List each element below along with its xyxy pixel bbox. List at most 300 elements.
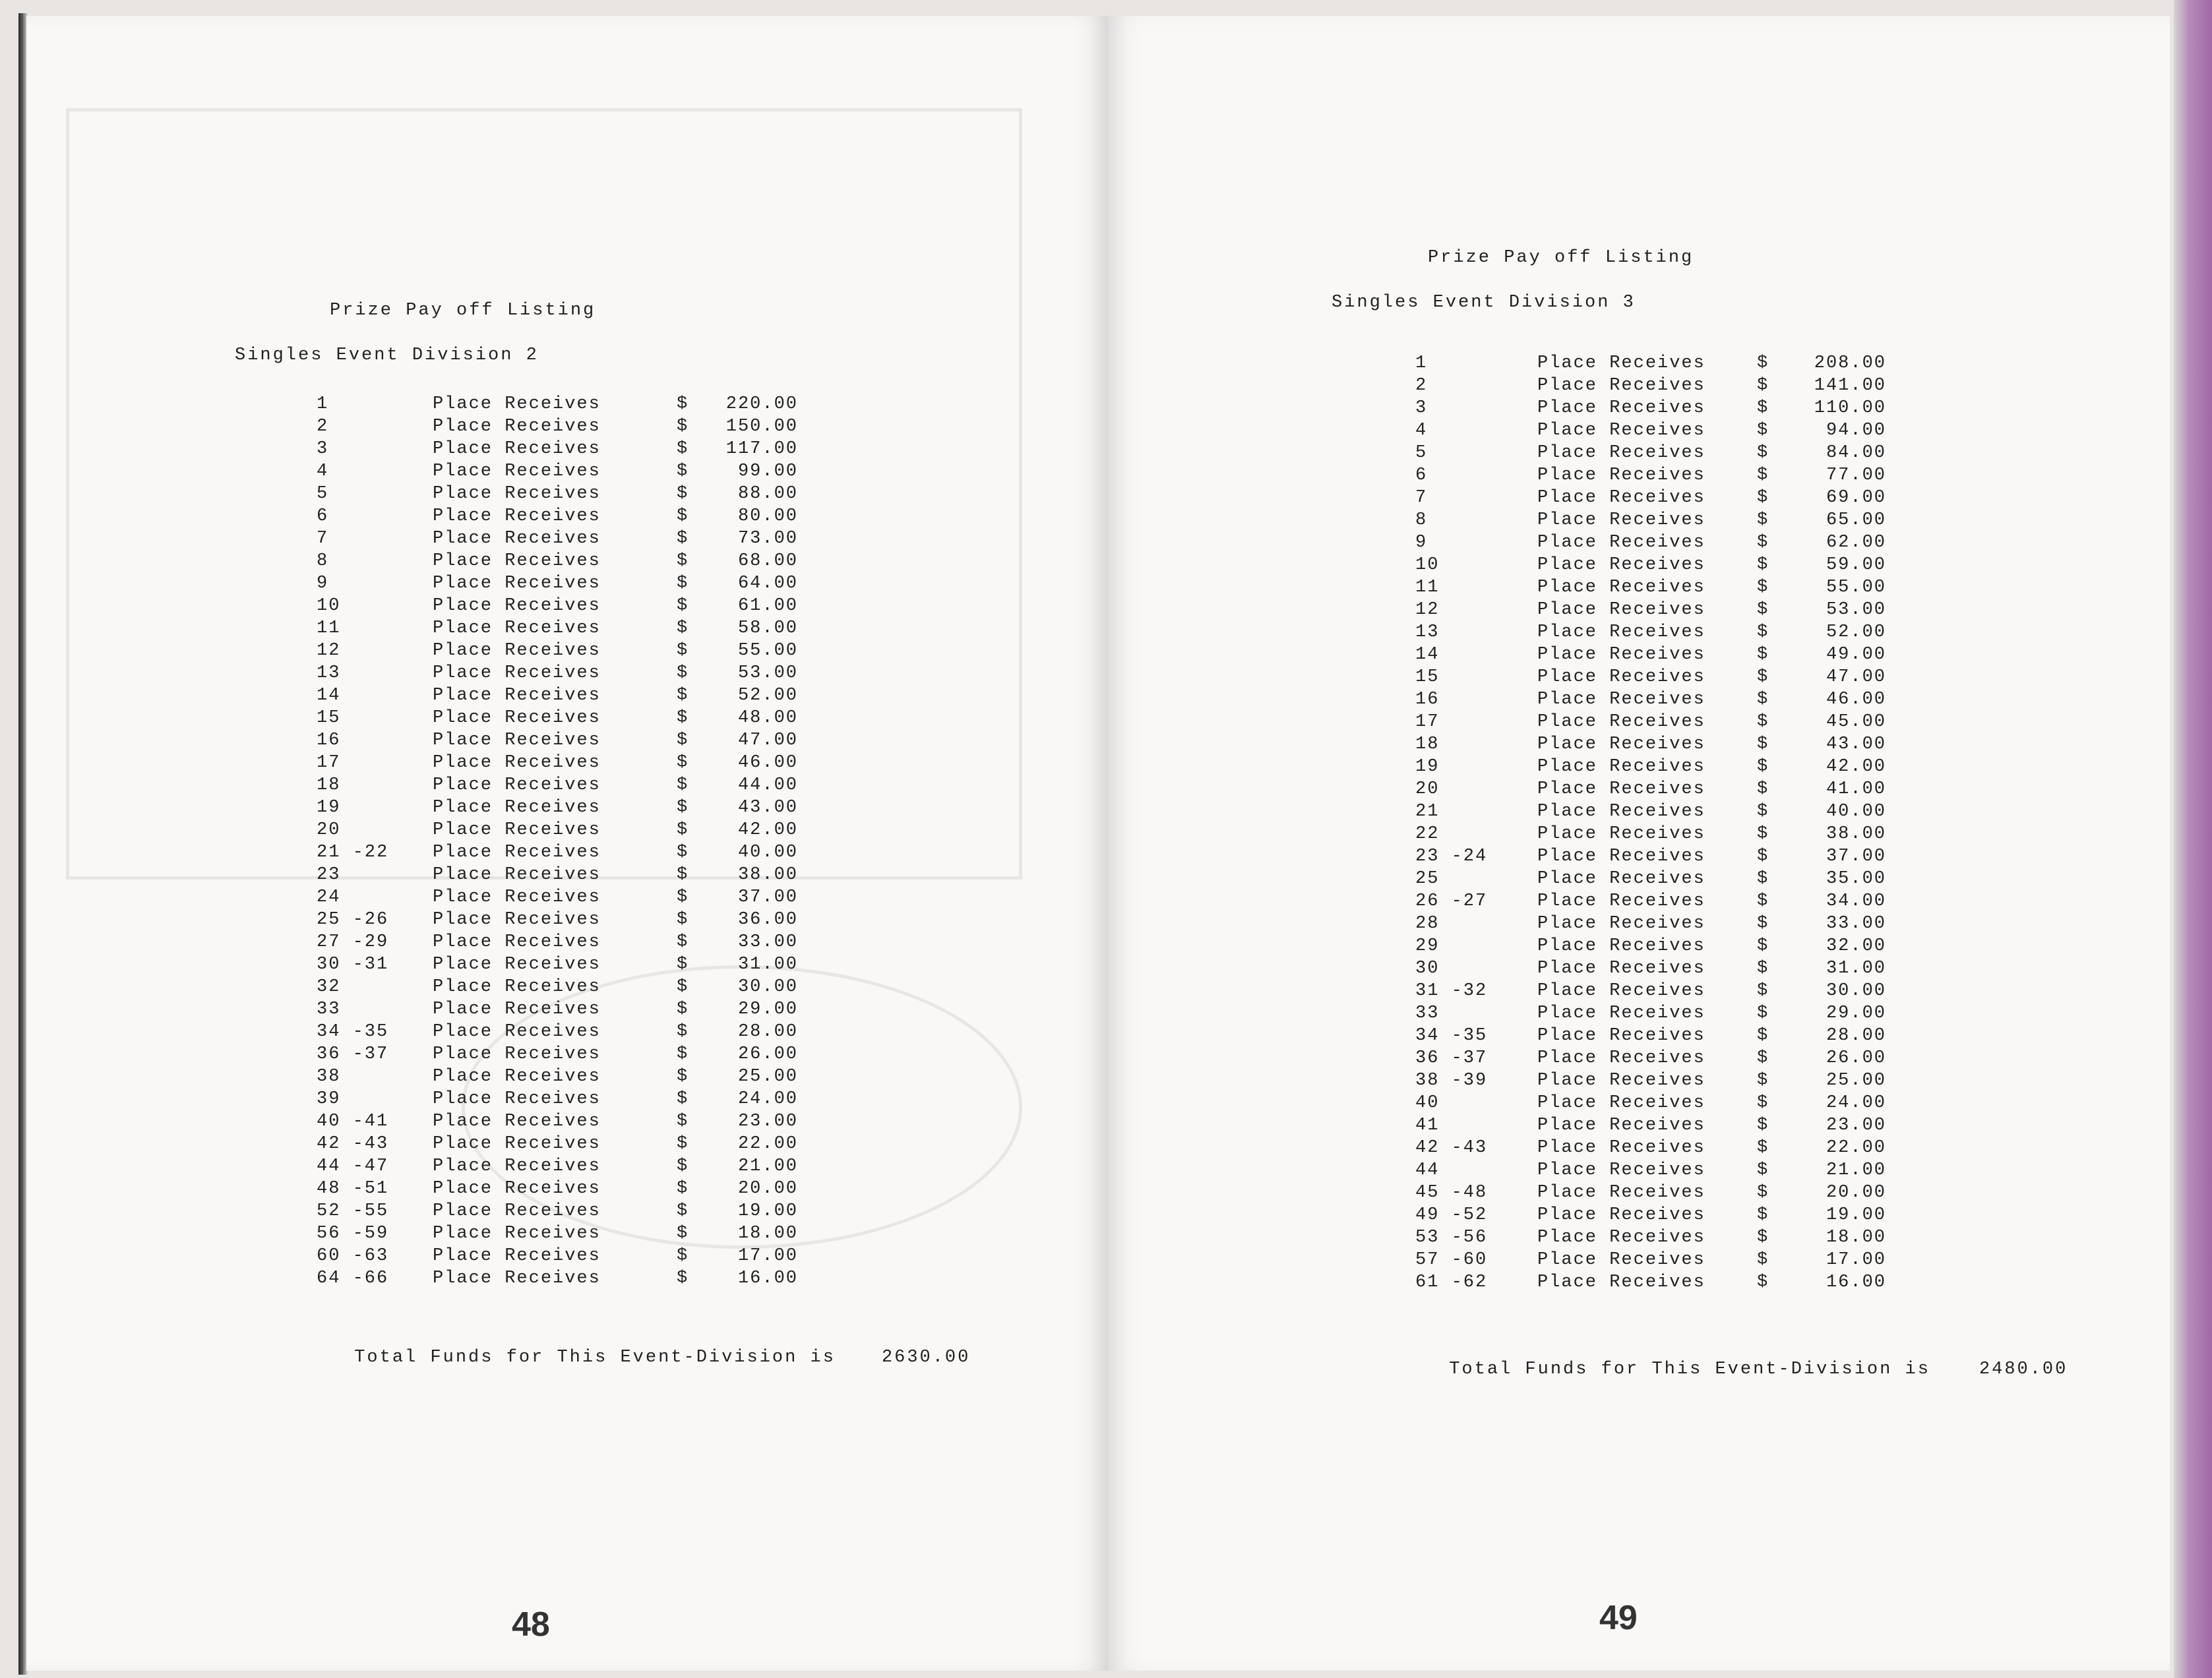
place-number: 32 — [317, 977, 341, 997]
place-receives-label: Place Receives — [433, 1156, 601, 1176]
place-number: 18 — [1415, 734, 1440, 754]
place-receives-label: Place Receives — [1537, 533, 1705, 553]
prize-row — [317, 550, 818, 572]
place-number: 16 — [1415, 690, 1440, 709]
prize-amount: 68.00 — [737, 551, 798, 571]
place-receives-label: Place Receives — [433, 910, 601, 930]
prize-amount: 53.00 — [1826, 600, 1886, 620]
left-page-number: 48 — [512, 1605, 550, 1644]
right-total-label: Total Funds for This Event-Division is — [1449, 1360, 1930, 1379]
place-number: 45 -48 — [1415, 1183, 1488, 1203]
currency-symbol: $ — [1757, 712, 1769, 732]
currency-symbol: $ — [1757, 1138, 1769, 1158]
place-number: 36 -37 — [1415, 1048, 1488, 1068]
place-receives-label: Place Receives — [433, 506, 601, 526]
place-number: 17 — [317, 753, 341, 773]
place-receives-label: Place Receives — [1537, 779, 1705, 799]
place-number: 7 — [1415, 488, 1428, 508]
prize-amount: 16.00 — [1826, 1273, 1886, 1292]
place-number: 6 — [1415, 465, 1428, 485]
prize-row — [317, 1267, 818, 1290]
prize-row — [1415, 509, 1917, 531]
place-receives-label: Place Receives — [433, 1201, 601, 1221]
place-receives-label: Place Receives — [433, 641, 601, 661]
place-receives-label: Place Receives — [1537, 690, 1705, 709]
place-number: 40 — [1415, 1093, 1440, 1113]
place-receives-label: Place Receives — [1537, 465, 1705, 485]
currency-symbol: $ — [677, 820, 689, 840]
place-receives-label: Place Receives — [1537, 443, 1705, 463]
currency-symbol: $ — [1757, 421, 1769, 440]
place-receives-label: Place Receives — [433, 596, 601, 616]
prize-amount: 29.00 — [1826, 1004, 1886, 1023]
prize-row — [1415, 487, 1917, 509]
prize-row — [1415, 442, 1917, 464]
prize-amount: 19.00 — [1826, 1205, 1886, 1225]
prize-row — [317, 976, 818, 998]
currency-symbol: $ — [677, 506, 689, 526]
prize-row — [1415, 688, 1917, 711]
place-number: 5 — [317, 484, 329, 504]
prize-row — [1415, 711, 1917, 733]
prize-row — [1415, 935, 1917, 957]
prize-row — [317, 1043, 818, 1065]
right-page-title: Prize Pay off Listing — [1428, 248, 1694, 268]
place-receives-label: Place Receives — [1537, 734, 1705, 754]
currency-symbol: $ — [1757, 981, 1769, 1001]
place-receives-label: Place Receives — [433, 439, 601, 459]
prize-row — [317, 1065, 818, 1088]
place-number: 1 — [317, 394, 329, 414]
place-number: 2 — [1415, 376, 1428, 396]
place-number: 18 — [317, 775, 341, 795]
currency-symbol: $ — [677, 843, 689, 862]
place-receives-label: Place Receives — [1537, 622, 1705, 642]
prize-amount: 52.00 — [1826, 622, 1886, 642]
prize-amount: 53.00 — [737, 663, 798, 683]
place-receives-label: Place Receives — [1537, 1250, 1705, 1270]
place-receives-label: Place Receives — [1537, 981, 1705, 1001]
prize-amount: 47.00 — [737, 731, 798, 750]
prize-row — [317, 1178, 818, 1200]
prize-row — [1415, 823, 1917, 845]
prize-amount: 117.00 — [725, 439, 798, 459]
currency-symbol: $ — [1757, 1160, 1769, 1180]
prize-row — [1415, 397, 1917, 419]
left-total-line — [278, 1328, 970, 1387]
place-number: 20 — [1415, 779, 1440, 799]
prize-row — [317, 909, 818, 931]
prize-amount: 48.00 — [737, 708, 798, 728]
left-total-value: 2630.00 — [881, 1348, 971, 1367]
place-number: 33 — [1415, 1004, 1440, 1023]
place-receives-label: Place Receives — [1537, 600, 1705, 620]
prize-row — [317, 438, 818, 460]
place-receives-label: Place Receives — [433, 798, 601, 818]
currency-symbol: $ — [1757, 1205, 1769, 1225]
place-number: 8 — [317, 551, 329, 571]
place-receives-label: Place Receives — [433, 529, 601, 549]
place-number: 42 -43 — [317, 1134, 389, 1154]
currency-symbol: $ — [1757, 622, 1769, 642]
prize-amount: 30.00 — [1826, 981, 1886, 1001]
place-number: 49 -52 — [1415, 1205, 1488, 1225]
prize-amount: 28.00 — [1826, 1026, 1886, 1046]
place-number: 21 — [1415, 802, 1440, 822]
place-number: 17 — [1415, 712, 1440, 732]
place-number: 3 — [317, 439, 329, 459]
prize-amount: 46.00 — [1826, 690, 1886, 709]
place-number: 44 — [1415, 1160, 1440, 1180]
currency-symbol: $ — [1757, 1250, 1769, 1270]
prize-amount: 58.00 — [737, 618, 798, 638]
place-number: 10 — [317, 596, 341, 616]
prize-row — [1415, 464, 1917, 487]
place-number: 1 — [1415, 353, 1428, 373]
currency-symbol: $ — [1757, 891, 1769, 911]
currency-symbol: $ — [677, 1022, 689, 1042]
place-receives-label: Place Receives — [1537, 1116, 1705, 1135]
prize-amount: 42.00 — [737, 820, 798, 840]
currency-symbol: $ — [1757, 353, 1769, 373]
place-receives-label: Place Receives — [1537, 488, 1705, 508]
prize-row — [317, 617, 818, 640]
prize-amount: 141.00 — [1814, 376, 1886, 396]
place-receives-label: Place Receives — [433, 977, 601, 997]
prize-amount: 94.00 — [1826, 421, 1886, 440]
prize-amount: 40.00 — [737, 843, 798, 862]
place-receives-label: Place Receives — [1537, 667, 1705, 687]
currency-symbol: $ — [1757, 779, 1769, 799]
place-number: 21 -22 — [317, 843, 389, 862]
place-receives-label: Place Receives — [1537, 914, 1705, 934]
place-number: 39 — [317, 1089, 341, 1109]
currency-symbol: $ — [1757, 465, 1769, 485]
place-number: 22 — [1415, 824, 1440, 844]
prize-row — [317, 841, 818, 864]
prize-row — [1415, 890, 1917, 913]
left-page-title: Prize Pay off Listing — [330, 301, 596, 320]
place-receives-label: Place Receives — [1537, 1205, 1705, 1225]
currency-symbol: $ — [677, 1044, 689, 1064]
prize-row — [317, 1088, 818, 1110]
currency-symbol: $ — [1757, 757, 1769, 777]
currency-symbol: $ — [1757, 847, 1769, 866]
currency-symbol: $ — [1757, 578, 1769, 597]
place-number: 26 -27 — [1415, 891, 1488, 911]
prize-row — [317, 527, 818, 550]
place-receives-label: Place Receives — [1537, 802, 1705, 822]
prize-amount: 208.00 — [1814, 353, 1886, 373]
place-receives-label: Place Receives — [1537, 1228, 1705, 1247]
prize-amount: 37.00 — [737, 887, 798, 907]
prize-amount: 18.00 — [737, 1224, 798, 1244]
prize-amount: 150.00 — [725, 417, 798, 436]
currency-symbol: $ — [1757, 667, 1769, 687]
currency-symbol: $ — [1757, 1004, 1769, 1023]
prize-amount: 43.00 — [1826, 734, 1886, 754]
right-total-value: 2480.00 — [1979, 1360, 2068, 1379]
currency-symbol: $ — [677, 574, 689, 593]
place-number: 3 — [1415, 398, 1428, 418]
place-number: 11 — [1415, 578, 1440, 597]
place-receives-label: Place Receives — [433, 820, 601, 840]
currency-symbol: $ — [677, 1000, 689, 1019]
prize-amount: 49.00 — [1826, 645, 1886, 665]
prize-row — [317, 998, 818, 1021]
prize-row — [317, 1133, 818, 1155]
prize-row — [317, 864, 818, 886]
prize-row — [1415, 1002, 1917, 1025]
prize-amount: 55.00 — [737, 641, 798, 661]
place-number: 60 -63 — [317, 1246, 389, 1266]
prize-row — [317, 819, 818, 841]
currency-symbol: $ — [677, 1269, 689, 1288]
place-receives-label: Place Receives — [433, 731, 601, 750]
place-receives-label: Place Receives — [433, 1067, 601, 1087]
place-receives-label: Place Receives — [433, 887, 601, 907]
prize-row — [1415, 352, 1917, 375]
place-receives-label: Place Receives — [1537, 353, 1705, 373]
book-cover-edge — [2174, 0, 2212, 1678]
prize-amount: 32.00 — [1826, 936, 1886, 956]
currency-symbol: $ — [1757, 1071, 1769, 1091]
prize-amount: 44.00 — [737, 775, 798, 795]
prize-row — [317, 684, 818, 707]
prize-row — [1415, 800, 1917, 823]
place-number: 13 — [317, 663, 341, 683]
prize-amount: 24.00 — [737, 1089, 798, 1109]
place-number: 15 — [1415, 667, 1440, 687]
place-number: 38 -39 — [1415, 1071, 1488, 1091]
place-number: 4 — [317, 462, 329, 481]
place-number: 34 -35 — [1415, 1026, 1488, 1046]
prize-row — [1415, 756, 1917, 778]
place-receives-label: Place Receives — [1537, 824, 1705, 844]
place-number: 56 -59 — [317, 1224, 389, 1244]
place-receives-label: Place Receives — [1537, 1183, 1705, 1203]
place-receives-label: Place Receives — [433, 1112, 601, 1131]
prize-amount: 61.00 — [737, 596, 798, 616]
prize-amount: 40.00 — [1826, 802, 1886, 822]
currency-symbol: $ — [677, 1112, 689, 1131]
prize-amount: 64.00 — [737, 574, 798, 593]
currency-symbol: $ — [677, 439, 689, 459]
prize-row — [1415, 1025, 1917, 1047]
prize-row — [1415, 375, 1917, 397]
currency-symbol: $ — [1757, 555, 1769, 575]
place-number: 16 — [317, 731, 341, 750]
place-number: 53 -56 — [1415, 1228, 1488, 1247]
currency-symbol: $ — [677, 1134, 689, 1154]
prize-row — [1415, 957, 1917, 980]
prize-row — [1415, 913, 1917, 935]
place-number: 7 — [317, 529, 329, 549]
prize-amount: 65.00 — [1826, 510, 1886, 530]
prize-row — [1415, 621, 1917, 644]
prize-row — [1415, 1249, 1917, 1271]
currency-symbol: $ — [677, 708, 689, 728]
currency-symbol: $ — [1757, 1026, 1769, 1046]
prize-row — [317, 505, 818, 527]
currency-symbol: $ — [677, 1067, 689, 1087]
prize-row — [1415, 1069, 1917, 1092]
place-receives-label: Place Receives — [1537, 1071, 1705, 1091]
prize-row — [1415, 778, 1917, 800]
prize-amount: 46.00 — [737, 753, 798, 773]
prize-row — [1415, 868, 1917, 890]
place-receives-label: Place Receives — [1537, 1160, 1705, 1180]
place-receives-label: Place Receives — [433, 708, 601, 728]
currency-symbol: $ — [1757, 936, 1769, 956]
prize-amount: 38.00 — [737, 865, 798, 885]
place-number: 28 — [1415, 914, 1440, 934]
place-receives-label: Place Receives — [1537, 891, 1705, 911]
prize-amount: 26.00 — [1826, 1048, 1886, 1068]
currency-symbol: $ — [677, 641, 689, 661]
place-receives-label: Place Receives — [433, 1022, 601, 1042]
prize-row — [1415, 1047, 1917, 1069]
prize-row — [317, 393, 818, 415]
prize-row — [317, 1155, 818, 1178]
prize-row — [1415, 531, 1917, 554]
currency-symbol: $ — [1757, 1048, 1769, 1068]
place-receives-label: Place Receives — [1537, 555, 1705, 575]
prize-row — [1415, 666, 1917, 688]
prize-amount: 22.00 — [1826, 1138, 1886, 1158]
prize-row — [317, 729, 818, 752]
place-number: 36 -37 — [317, 1044, 389, 1064]
currency-symbol: $ — [677, 775, 689, 795]
prize-amount: 26.00 — [737, 1044, 798, 1064]
currency-symbol: $ — [1757, 734, 1769, 754]
prize-amount: 25.00 — [737, 1067, 798, 1087]
place-receives-label: Place Receives — [1537, 757, 1705, 777]
place-receives-label: Place Receives — [1537, 1138, 1705, 1158]
right-page-number: 49 — [1599, 1599, 1638, 1637]
place-number: 34 -35 — [317, 1022, 389, 1042]
prize-row — [1415, 733, 1917, 756]
prize-amount: 38.00 — [1826, 824, 1886, 844]
currency-symbol: $ — [677, 484, 689, 504]
place-number: 29 — [1415, 936, 1440, 956]
currency-symbol: $ — [677, 394, 689, 414]
place-number: 19 — [317, 798, 341, 818]
prize-amount: 25.00 — [1826, 1071, 1886, 1091]
place-receives-label: Place Receives — [1537, 645, 1705, 665]
prize-row — [317, 1021, 818, 1043]
place-receives-label: Place Receives — [433, 753, 601, 773]
prize-amount: 20.00 — [737, 1179, 798, 1199]
prize-row — [317, 774, 818, 796]
prize-row — [317, 1110, 818, 1133]
currency-symbol: $ — [1757, 690, 1769, 709]
prize-amount: 88.00 — [737, 484, 798, 504]
place-receives-label: Place Receives — [433, 574, 601, 593]
prize-row — [1415, 576, 1917, 599]
place-number: 44 -47 — [317, 1156, 389, 1176]
place-number: 11 — [317, 618, 341, 638]
prize-amount: 18.00 — [1826, 1228, 1886, 1247]
prize-amount: 21.00 — [737, 1156, 798, 1176]
prize-amount: 69.00 — [1826, 488, 1886, 508]
prize-row — [317, 1200, 818, 1222]
place-number: 27 -29 — [317, 932, 389, 952]
currency-symbol: $ — [677, 1156, 689, 1176]
prize-row — [317, 953, 818, 976]
prize-amount: 34.00 — [1826, 891, 1886, 911]
place-number: 30 — [1415, 959, 1440, 978]
prize-amount: 23.00 — [737, 1112, 798, 1131]
prize-row — [317, 1245, 818, 1267]
place-number: 52 -55 — [317, 1201, 389, 1221]
right-total-line — [1373, 1340, 2068, 1399]
prize-row — [317, 752, 818, 774]
place-receives-label: Place Receives — [1537, 959, 1705, 978]
place-number: 25 — [1415, 869, 1440, 889]
prize-amount: 73.00 — [737, 529, 798, 549]
place-number: 64 -66 — [317, 1269, 389, 1288]
right-event-heading: Singles Event Division 3 — [1332, 293, 1636, 313]
currency-symbol: $ — [677, 663, 689, 683]
prize-row — [317, 483, 818, 505]
prize-amount: 33.00 — [737, 932, 798, 952]
prize-amount: 30.00 — [737, 977, 798, 997]
prize-amount: 21.00 — [1826, 1160, 1886, 1180]
prize-amount: 41.00 — [1826, 779, 1886, 799]
prize-row — [317, 707, 818, 729]
currency-symbol: $ — [677, 417, 689, 436]
prize-row — [317, 662, 818, 684]
prize-amount: 43.00 — [737, 798, 798, 818]
place-number: 14 — [1415, 645, 1440, 665]
place-number: 13 — [1415, 622, 1440, 642]
place-receives-label: Place Receives — [433, 955, 601, 974]
currency-symbol: $ — [1757, 824, 1769, 844]
place-number: 25 -26 — [317, 910, 389, 930]
prize-amount: 35.00 — [1826, 869, 1886, 889]
prize-row — [1415, 644, 1917, 666]
place-number: 8 — [1415, 510, 1428, 530]
place-receives-label: Place Receives — [1537, 398, 1705, 418]
currency-symbol: $ — [677, 865, 689, 885]
currency-symbol: $ — [1757, 398, 1769, 418]
prize-row — [1415, 419, 1917, 442]
prize-row — [1415, 1092, 1917, 1114]
prize-amount: 22.00 — [737, 1134, 798, 1154]
place-number: 23 — [317, 865, 341, 885]
place-receives-label: Place Receives — [433, 1000, 601, 1019]
place-receives-label: Place Receives — [433, 865, 601, 885]
currency-symbol: $ — [1757, 488, 1769, 508]
currency-symbol: $ — [1757, 1228, 1769, 1247]
place-receives-label: Place Receives — [1537, 1273, 1705, 1292]
prize-amount: 31.00 — [1826, 959, 1886, 978]
place-number: 2 — [317, 417, 329, 436]
prize-row — [317, 595, 818, 617]
place-number: 40 -41 — [317, 1112, 389, 1131]
place-receives-label: Place Receives — [433, 394, 601, 414]
currency-symbol: $ — [677, 955, 689, 974]
prize-amount: 55.00 — [1826, 578, 1886, 597]
place-receives-label: Place Receives — [1537, 376, 1705, 396]
place-number: 6 — [317, 506, 329, 526]
place-receives-label: Place Receives — [1537, 1048, 1705, 1068]
prize-row — [1415, 599, 1917, 621]
place-number: 24 — [317, 887, 341, 907]
currency-symbol: $ — [677, 753, 689, 773]
prize-row — [1415, 1271, 1917, 1294]
